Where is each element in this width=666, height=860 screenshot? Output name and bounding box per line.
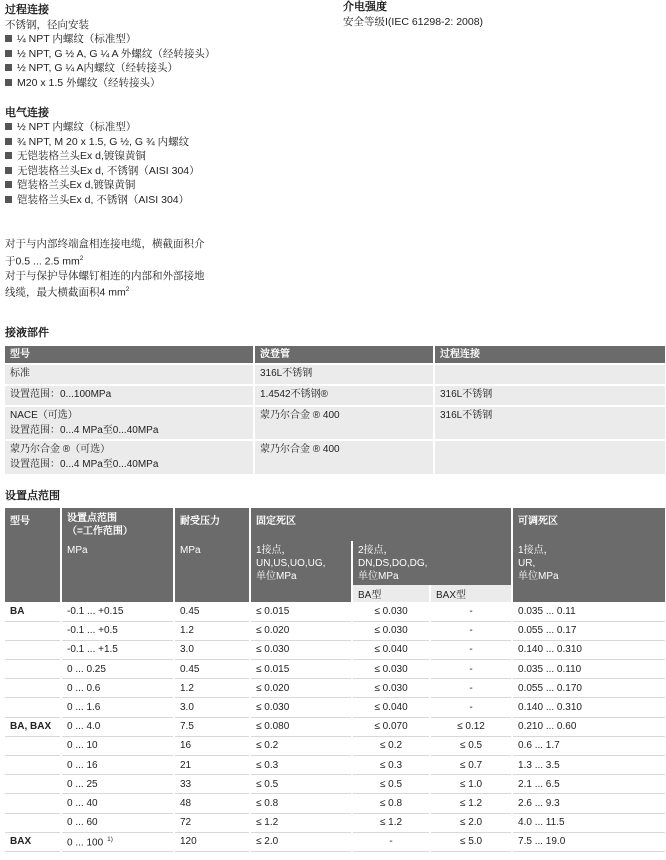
- fixed-ba-cell: ≤ 0.030: [352, 621, 430, 640]
- fixed-one-cell: ≤ 1.2: [250, 813, 352, 832]
- model-cell: [5, 736, 61, 755]
- table-row: [5, 441, 665, 474]
- model-cell: [5, 813, 61, 832]
- table-row: [5, 717, 665, 736]
- model-cell: [5, 660, 61, 679]
- table-header-row: [5, 346, 665, 363]
- adjustable-cell: 7.5 ... 19.0: [512, 832, 665, 851]
- list-item: 无铠装格兰头Ex d,镀镍黄铜: [5, 149, 200, 164]
- fixed-one-cell: ≤ 0.030: [250, 698, 352, 717]
- adjustable-cell: 0.055 ... 0.17: [512, 621, 665, 640]
- adjustable-cell: 0.140 ... 0.310: [512, 698, 665, 717]
- header-model: 型号: [5, 346, 255, 363]
- bourdon-cell: 蒙乃尔合金 ® 400: [255, 441, 435, 474]
- list-item: ½ NPT, G ½ A, G ¼ A 外螺纹（经转接头）: [5, 47, 215, 62]
- model-cell: NACE（可选） 设置范围：0...4 MPa至0...40MPa: [5, 407, 255, 439]
- unit-range: MPa: [61, 541, 174, 602]
- range-cell: 0 ... 60: [61, 813, 174, 832]
- fixed-one-cell: ≤ 0.2: [250, 736, 352, 755]
- fixed-ba-cell: ≤ 1.2: [352, 813, 430, 832]
- fixed-ba-cell: -: [352, 832, 430, 851]
- adjustable-cell: 0.055 ... 0.170: [512, 679, 665, 698]
- header-adjustable-deadband: 可调死区: [512, 508, 665, 541]
- electrical-connection-title: 电气连接: [5, 107, 49, 119]
- fixed-bax-cell: ≤ 1.0: [430, 775, 512, 794]
- bullet-icon: [5, 64, 12, 71]
- table-row: [5, 660, 665, 679]
- model-cell: BAX: [5, 832, 61, 851]
- table-row: [5, 640, 665, 659]
- list-item: ½ NPT 内螺纹（标准型）: [5, 120, 200, 135]
- pressure-cell: 21: [174, 756, 250, 775]
- fixed-one-cell: ≤ 0.5: [250, 775, 352, 794]
- fixed-two-contact: 2接点， DN,DS,DO,DG, 单位MPa: [352, 541, 512, 585]
- connection-cell: [435, 441, 665, 474]
- unit-pressure: MPa: [174, 541, 250, 602]
- fixed-ba-cell: ≤ 0.030: [352, 602, 430, 621]
- fixed-bax-cell: -: [430, 698, 512, 717]
- blank-cell: [5, 541, 61, 602]
- header-bourdon-tube: 波登管: [255, 346, 435, 363]
- list-item: 铠装格兰头Ex d,镀镍黄铜: [5, 178, 200, 193]
- table-row: [5, 679, 665, 698]
- bullet-icon: [5, 152, 12, 159]
- header-pressure: 耐受压力: [174, 508, 250, 541]
- pressure-cell: 1.2: [174, 621, 250, 640]
- fixed-ba-cell: ≤ 0.070: [352, 717, 430, 736]
- range-cell: -0.1 ... +0.15: [61, 602, 174, 621]
- type-bax: BAX型: [430, 585, 512, 602]
- adjustable-cell: 0.210 ... 0.60: [512, 717, 665, 736]
- fixed-one-cell: ≤ 0.080: [250, 717, 352, 736]
- fixed-bax-cell: ≤ 5.0: [430, 832, 512, 851]
- fixed-one-cell: ≤ 0.3: [250, 756, 352, 775]
- pressure-cell: 0.45: [174, 660, 250, 679]
- table-row: [5, 698, 665, 717]
- header-set-range: 设置点范围 （=工作范围）: [61, 508, 174, 541]
- fixed-bax-cell: ≤ 2.0: [430, 813, 512, 832]
- list-item: ¼ NPT 内螺纹（标准型）: [5, 32, 215, 47]
- cable-note-line: 对于与内部终端盒相连接电缆，横截面积介: [5, 238, 205, 250]
- fixed-one-cell: ≤ 0.8: [250, 794, 352, 813]
- range-value: 0 ... 100: [67, 837, 104, 848]
- cable-note-line: 线缆，最大横截面积4 $mm^2$: [5, 286, 130, 299]
- adjustable-cell: 2.1 ... 6.5: [512, 775, 665, 794]
- range-cell: 0 ... 0.25: [61, 660, 174, 679]
- bourdon-cell: 1.4542不锈钢®: [255, 386, 435, 405]
- cable-note: [5, 237, 205, 300]
- range-cell: 0 ... 0.6: [61, 679, 174, 698]
- adjustable-cell: 0.140 ... 0.310: [512, 640, 665, 659]
- type-ba: BA型: [352, 585, 430, 602]
- fixed-ba-cell: ≤ 0.5: [352, 775, 430, 794]
- pressure-cell: 7.5: [174, 717, 250, 736]
- process-connection-list: [5, 32, 215, 90]
- fixed-ba-cell: ≤ 0.2: [352, 736, 430, 755]
- model-cell: [5, 679, 61, 698]
- bullet-icon: [5, 35, 12, 42]
- range-cell: -0.1 ... +0.5: [61, 621, 174, 640]
- range-cell: 0 ... 25: [61, 775, 174, 794]
- model-cell: [5, 621, 61, 640]
- list-item: 铠装格兰头Ex d, 不锈钢（AISI 304）: [5, 193, 200, 208]
- set-point-title: 设置点范围: [5, 490, 60, 502]
- fixed-ba-cell: ≤ 0.8: [352, 794, 430, 813]
- fixed-bax-cell: -: [430, 660, 512, 679]
- model-cell: [5, 640, 61, 659]
- adjustable-one-contact: 1接点， UR, 单位MPa: [512, 541, 665, 602]
- bullet-icon: [5, 50, 12, 57]
- pressure-cell: 48: [174, 794, 250, 813]
- adjustable-cell: 0.035 ... 0.110: [512, 660, 665, 679]
- model-cell: 蒙乃尔合金 ®（可选） 设置范围：0...4 MPa至0...40MPa: [5, 441, 255, 474]
- fixed-ba-cell: ≤ 0.040: [352, 698, 430, 717]
- pressure-cell: 1.2: [174, 679, 250, 698]
- wetted-parts-table: [5, 346, 665, 474]
- model-cell: [5, 698, 61, 717]
- fixed-bax-cell: ≤ 1.2: [430, 794, 512, 813]
- table-row: [5, 775, 665, 794]
- range-cell: 0 ... 16: [61, 756, 174, 775]
- fixed-bax-cell: ≤ 0.7: [430, 756, 512, 775]
- fixed-one-cell: ≤ 0.015: [250, 660, 352, 679]
- table-header-row: [5, 508, 665, 541]
- fixed-ba-cell: ≤ 0.030: [352, 679, 430, 698]
- cable-note-line: 于0.5 ... 2.5 $mm^2$: [5, 254, 84, 268]
- bullet-icon: [5, 181, 12, 188]
- connection-cell: 316L不锈钢: [435, 386, 665, 405]
- pressure-cell: 120: [174, 832, 250, 851]
- pressure-cell: 0.45: [174, 602, 250, 621]
- fixed-ba-cell: ≤ 0.3: [352, 756, 430, 775]
- table-row: [5, 756, 665, 775]
- pressure-cell: 3.0: [174, 640, 250, 659]
- fixed-bax-cell: -: [430, 602, 512, 621]
- pressure-cell: 72: [174, 813, 250, 832]
- fixed-one-cell: ≤ 0.020: [250, 621, 352, 640]
- fixed-bax-cell: -: [430, 679, 512, 698]
- range-cell: 0 ... 1.6: [61, 698, 174, 717]
- range-cell: -0.1 ... +1.5: [61, 640, 174, 659]
- bourdon-cell: 蒙乃尔合金 ® 400: [255, 407, 435, 439]
- dielectric-title: 介电强度: [343, 1, 387, 13]
- connection-cell: 316L不锈钢: [435, 407, 665, 439]
- set-point-table: [5, 508, 665, 852]
- model-cell: [5, 756, 61, 775]
- header-process-connection: 过程连接: [440, 349, 480, 360]
- bullet-icon: [5, 196, 12, 203]
- adjustable-cell: 2.6 ... 9.3: [512, 794, 665, 813]
- bullet-icon: [5, 79, 12, 86]
- footnote-marker: 1): [107, 835, 113, 843]
- fixed-bax-cell: ≤ 0.12: [430, 717, 512, 736]
- model-cell: [5, 775, 61, 794]
- adjustable-cell: 4.0 ... 11.5: [512, 813, 665, 832]
- electrical-connection-list: [5, 120, 200, 208]
- range-cell: 0 ... 40: [61, 794, 174, 813]
- range-cell: [61, 832, 174, 851]
- model-cell: 设置范围：0...100MPa: [5, 386, 255, 405]
- fixed-one-cell: ≤ 2.0: [250, 832, 352, 851]
- table-row: [5, 602, 665, 621]
- bullet-icon: [5, 123, 12, 130]
- pressure-cell: 16: [174, 736, 250, 755]
- table-row: [5, 407, 665, 439]
- list-item: 无铠装格兰头Ex d, 不锈钢（AISI 304）: [5, 164, 200, 179]
- fixed-one-cell: ≤ 0.015: [250, 602, 352, 621]
- list-item: ½ NPT, G ¼ A内螺纹（经转接头）: [5, 61, 215, 76]
- cable-note-line: 对于与保护导体螺钉相连的内部和外部接地: [5, 269, 205, 282]
- header-model: 型号: [5, 508, 61, 541]
- dielectric-class: 安全等级I(IEC 61298-2: 2008): [343, 16, 484, 28]
- fixed-bax-cell: -: [430, 621, 512, 640]
- table-row: [5, 621, 665, 640]
- model-cell: [5, 794, 61, 813]
- list-item: M20 x 1.5 外螺纹（经转接头）: [5, 76, 215, 91]
- fixed-bax-cell: ≤ 0.5: [430, 736, 512, 755]
- connection-cell: [435, 365, 665, 384]
- fixed-one-cell: ≤ 0.020: [250, 679, 352, 698]
- table-row: [5, 832, 665, 851]
- fixed-ba-cell: ≤ 0.040: [352, 640, 430, 659]
- table-subheader-row: [5, 541, 665, 585]
- bullet-icon: [5, 167, 12, 174]
- fixed-ba-cell: ≤ 0.030: [352, 660, 430, 679]
- pressure-cell: 3.0: [174, 698, 250, 717]
- wetted-parts-title: 接液部件: [5, 327, 49, 339]
- pressure-cell: 33: [174, 775, 250, 794]
- header-fixed-deadband: 固定死区: [250, 508, 512, 541]
- bullet-icon: [5, 138, 12, 145]
- adjustable-cell: 0.035 ... 0.11: [512, 602, 665, 621]
- adjustable-cell: 0.6 ... 1.7: [512, 736, 665, 755]
- model-cell: BA: [5, 602, 61, 621]
- table-row: [5, 736, 665, 755]
- list-item: ¾ NPT, M 20 x 1.5, G ½, G ¾ 内螺纹: [5, 135, 200, 150]
- process-connection-material: 不锈钢，径向安装: [5, 19, 89, 31]
- fixed-one-contact: 1接点， UN,US,UO,UG, 单位MPa: [250, 541, 352, 602]
- model-cell: BA, BAX: [5, 717, 61, 736]
- table-row: [5, 813, 665, 832]
- fixed-bax-cell: -: [430, 640, 512, 659]
- table-row: [5, 386, 665, 405]
- fixed-one-cell: ≤ 0.030: [250, 640, 352, 659]
- range-cell: 0 ... 10: [61, 736, 174, 755]
- model-cell: 标准: [5, 365, 255, 384]
- adjustable-cell: 1.3 ... 3.5: [512, 756, 665, 775]
- bourdon-cell: 316L不锈钢: [255, 365, 435, 384]
- process-connection-title: 过程连接: [5, 4, 49, 16]
- table-row: [5, 794, 665, 813]
- range-cell: 0 ... 4.0: [61, 717, 174, 736]
- table-row: [5, 365, 665, 384]
